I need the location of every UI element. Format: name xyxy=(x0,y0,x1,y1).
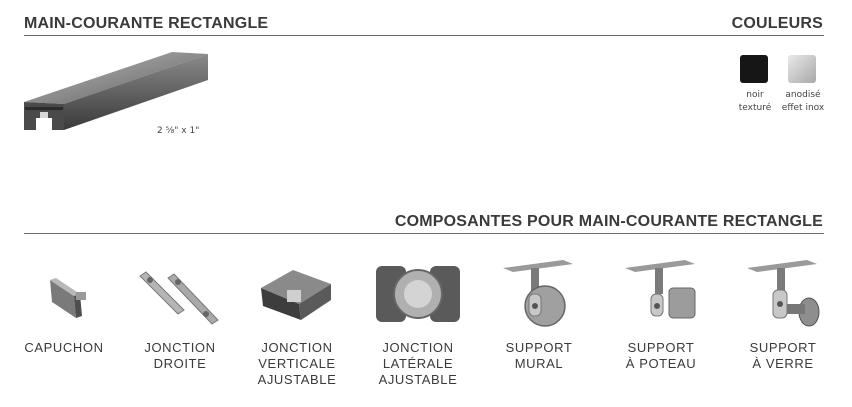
component-label: SUPPORT À VERRE xyxy=(749,340,817,371)
component-label: SUPPORT MURAL xyxy=(505,340,573,371)
color-label-anodized: anodisé effet inox xyxy=(781,90,825,113)
component-label: JONCTION LATÉRALE AJUSTABLE xyxy=(378,340,458,387)
section-title: MAIN-COURANTE RECTANGLE xyxy=(24,15,269,32)
components-title: COMPOSANTES POUR MAIN-COURANTE RECTANGLE xyxy=(394,213,823,230)
component-label: CAPUCHON xyxy=(24,340,104,355)
component-label: SUPPORT À POTEAU xyxy=(625,340,697,371)
vertical-joint-icon xyxy=(247,258,347,338)
post-bracket-icon xyxy=(611,258,711,338)
color-swatch-black[interactable] xyxy=(740,55,768,83)
component-label: JONCTION VERTICALE AJUSTABLE xyxy=(257,340,337,387)
colors-title: COULEURS xyxy=(731,15,823,32)
header-divider xyxy=(24,35,824,36)
straight-joint-icon xyxy=(130,258,230,338)
component-label: JONCTION DROITE xyxy=(144,340,216,371)
color-swatch-anodized[interactable] xyxy=(788,55,816,83)
lateral-joint-icon xyxy=(368,258,468,338)
wall-bracket-icon xyxy=(489,258,589,338)
glass-bracket-icon xyxy=(733,258,833,338)
color-label-black: noir texturé xyxy=(738,90,772,113)
dimension-label: 2 ⅝" x 1" xyxy=(157,126,200,136)
components-divider xyxy=(24,233,824,234)
end-cap-icon xyxy=(14,258,114,338)
